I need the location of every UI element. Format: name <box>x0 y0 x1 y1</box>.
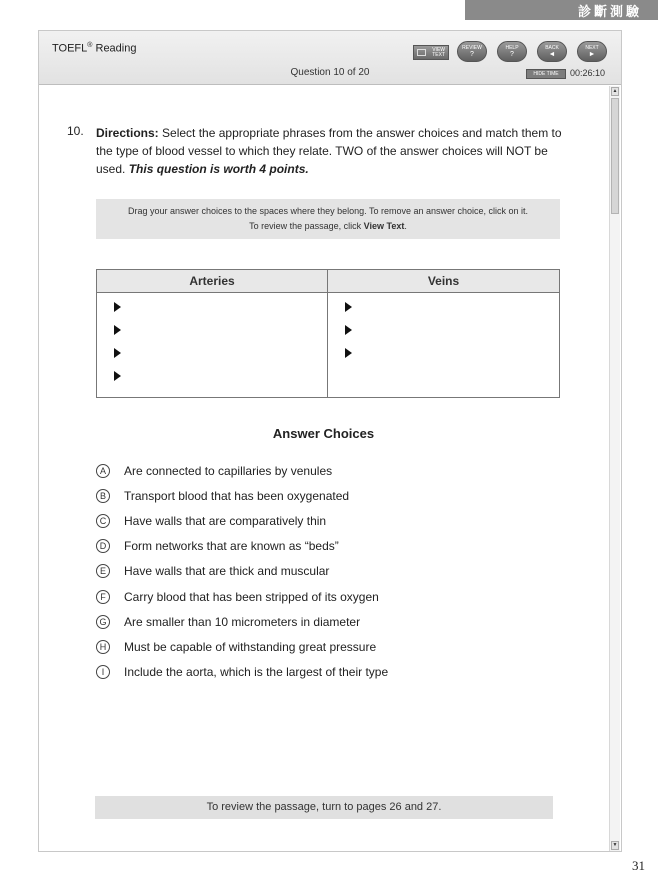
review-icon: ? <box>470 51 474 58</box>
next-button[interactable] <box>577 41 607 62</box>
review-label: REVIEW <box>462 45 482 51</box>
directions-text: Select the appropriate phrases from the answer choices and match them to the type of blood vessel to which they relate. TWO of the answer choices will NOT be used. <box>96 126 562 176</box>
choice-letter: F <box>96 590 110 604</box>
answer-choices-title: Answer Choices <box>272 426 375 441</box>
directions-label: Directions: <box>96 126 159 140</box>
next-arrow-icon: ► <box>588 51 596 58</box>
veins-slot-2[interactable] <box>328 316 559 339</box>
scroll-down-icon[interactable]: ▼ <box>612 842 618 848</box>
answer-choice-b[interactable] <box>96 483 516 508</box>
answer-choice-f[interactable] <box>96 584 516 609</box>
play-arrow-icon <box>114 325 121 335</box>
arteries-slot-1[interactable] <box>97 293 327 316</box>
play-arrow-icon <box>114 348 121 358</box>
choice-text: Have walls that are comparatively thin <box>124 513 327 528</box>
review-button[interactable] <box>457 41 487 62</box>
answer-choice-a[interactable] <box>96 458 516 483</box>
arteries-slot-4[interactable] <box>97 362 327 385</box>
choice-text: Have walls that are thick and muscular <box>124 564 330 579</box>
choice-text: Are smaller than 10 micrometers in diameter <box>124 614 361 629</box>
arteries-slot-2[interactable] <box>97 316 327 339</box>
play-arrow-icon <box>114 302 121 312</box>
choice-text: Include the aorta, which is the largest of their type <box>124 665 389 680</box>
arteries-header: Arteries <box>97 270 327 293</box>
question-content <box>39 86 608 851</box>
answer-choice-i[interactable] <box>96 660 516 685</box>
instruction-line-2 <box>96 219 560 234</box>
question-number: 10. <box>67 124 84 138</box>
view-text-button[interactable] <box>413 45 449 60</box>
arteries-slot-3[interactable] <box>97 339 327 362</box>
veins-column <box>328 270 559 397</box>
answer-choice-d[interactable] <box>96 534 516 559</box>
play-arrow-icon <box>345 325 352 335</box>
choice-letter: B <box>96 489 110 503</box>
veins-header: Veins <box>328 270 559 293</box>
help-icon: ? <box>510 51 514 58</box>
answer-choices-list <box>96 458 516 685</box>
help-label: HELP <box>505 45 519 51</box>
scroll-thumb[interactable] <box>611 98 619 214</box>
next-label: NEXT <box>585 45 599 51</box>
back-arrow-icon: ◄ <box>548 51 556 58</box>
timer: 00:26:10 <box>570 68 606 78</box>
toolbar <box>39 31 621 85</box>
choice-letter: I <box>96 665 110 679</box>
section-tab: 診斷測驗 <box>465 0 658 20</box>
registered-mark: ® <box>87 42 93 49</box>
choice-letter: D <box>96 539 110 553</box>
instruction-box <box>96 199 560 239</box>
arteries-column <box>97 270 328 397</box>
choice-letter: C <box>96 514 110 528</box>
directions <box>96 124 574 178</box>
hide-time-button[interactable]: HIDE TIME <box>526 69 566 79</box>
vertical-scrollbar[interactable] <box>609 86 620 851</box>
review-passage-note: To review the passage, turn to pages 26 and 27. <box>95 796 553 819</box>
view-text-label-1: VIEW <box>432 46 445 53</box>
instruction-line-2-end: . <box>404 221 407 231</box>
choice-letter: G <box>96 615 110 629</box>
choice-text: Carry blood that has been stripped of its oxygen <box>124 589 379 604</box>
document-icon <box>417 49 426 56</box>
question-counter: Question 10 of 20 <box>290 67 370 78</box>
app-title-section: Reading <box>95 42 137 55</box>
choice-text: Are connected to capillaries by venules <box>124 463 333 478</box>
back-label: BACK <box>545 45 559 51</box>
help-button[interactable] <box>497 41 527 62</box>
play-arrow-icon <box>345 348 352 358</box>
choice-text: Form networks that are known as “beds” <box>124 539 339 554</box>
app-title <box>52 42 136 55</box>
view-text-reference: View Text <box>363 221 405 231</box>
answer-choice-e[interactable] <box>96 559 516 584</box>
answer-choice-g[interactable] <box>96 609 516 634</box>
instruction-line-2-text: To review the passage, click <box>249 221 364 231</box>
scroll-up-icon[interactable]: ▲ <box>612 88 618 94</box>
page-number: 31 <box>632 858 645 873</box>
app-title-name: TOEFL <box>52 42 88 55</box>
choice-letter: H <box>96 640 110 654</box>
points-note: This question is worth 4 points. <box>128 162 309 176</box>
veins-slot-3[interactable] <box>328 339 559 362</box>
choice-text: Transport blood that has been oxygenated <box>124 488 350 503</box>
answer-choice-h[interactable] <box>96 634 516 659</box>
back-button[interactable] <box>537 41 567 62</box>
instruction-line-1: Drag your answer choices to the spaces where they belong. To remove an answer choice, click on it. <box>127 206 529 216</box>
choice-letter: A <box>96 464 110 478</box>
choice-letter: E <box>96 564 110 578</box>
play-arrow-icon <box>345 302 352 312</box>
test-window <box>38 30 622 852</box>
answer-choice-c[interactable] <box>96 508 516 533</box>
play-arrow-icon <box>114 371 121 381</box>
veins-slot-1[interactable] <box>328 293 559 316</box>
match-table <box>96 269 560 398</box>
choice-text: Must be capable of withstanding great pressure <box>124 639 377 654</box>
view-text-label-2: TEXT <box>432 51 445 58</box>
